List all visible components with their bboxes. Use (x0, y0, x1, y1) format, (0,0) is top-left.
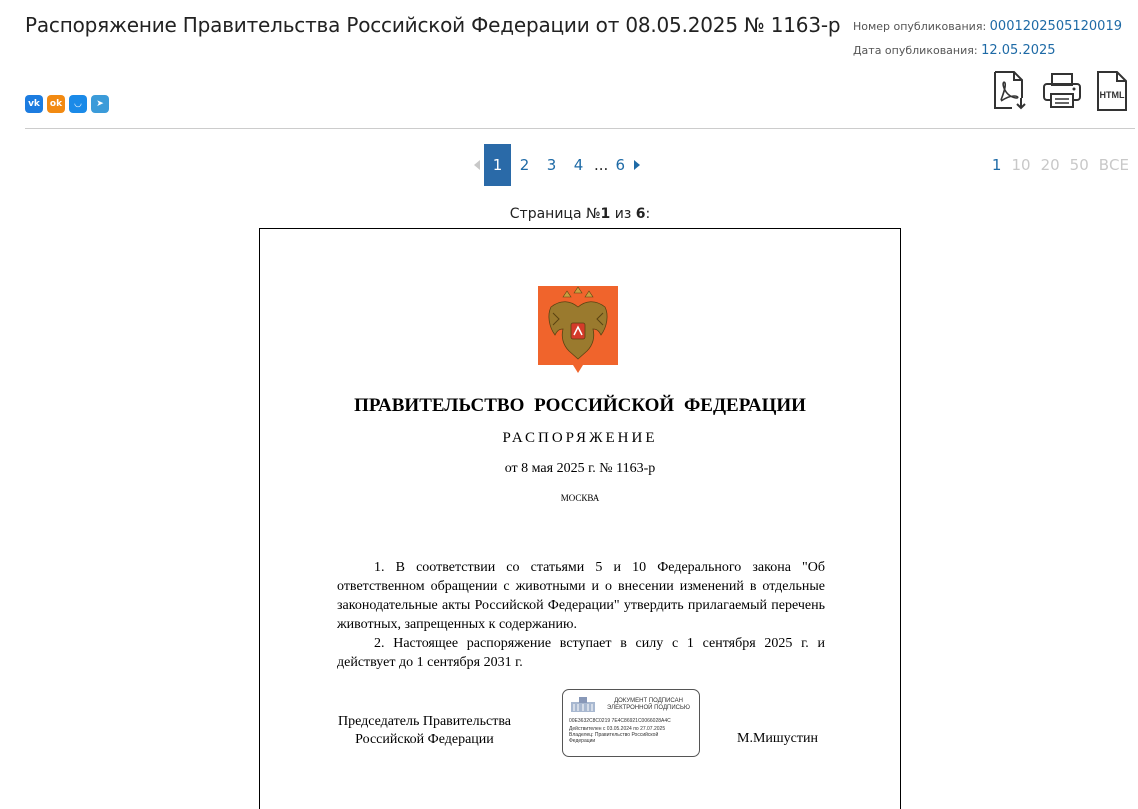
per-page-all[interactable]: ВСЕ (1098, 156, 1129, 174)
pagination (470, 144, 644, 186)
page-counter-total: 6 (635, 206, 646, 222)
pub-number-label: Номер опубликования: (852, 20, 987, 33)
signatory-title-line-2: Российской Федерации (355, 732, 494, 747)
printer-icon[interactable] (1042, 70, 1082, 110)
coat-of-arms-icon (537, 285, 619, 377)
stamp-owner-1: Владелец: Правительство Российской (569, 732, 659, 738)
document-type: РАСПОРЯЖЕНИЕ (502, 430, 658, 446)
page-3[interactable]: 3 (546, 156, 557, 174)
page-6[interactable]: 6 (615, 156, 626, 174)
signatory-title-line-1: Председатель Правительства (338, 714, 511, 729)
stamp-validity: Действителен с 03.05.2024 по 27.07.2025 (569, 726, 666, 732)
page-4[interactable]: 4 (573, 156, 584, 174)
stamp-title-line-2: ЭЛЕКТРОННОЙ ПОДПИСЬЮ (607, 705, 690, 711)
page-counter (0, 206, 1138, 222)
pub-date-label: Дата опубликования: (852, 44, 978, 57)
per-page-selector (992, 156, 1129, 174)
per-page-20[interactable]: 20 (1040, 156, 1060, 174)
html-export-icon[interactable] (1096, 70, 1128, 112)
per-page-50[interactable]: 50 (1069, 156, 1089, 174)
pagination-ellipsis: ... (594, 156, 609, 174)
stamp-title-line-1: ДОКУМЕНТ ПОДПИСАН (614, 698, 683, 704)
government-heading: ПРАВИТЕЛЬСТВО РОССИЙСКОЙ ФЕДЕРАЦИИ (354, 395, 806, 416)
document-tools (992, 70, 1128, 112)
page-2[interactable]: 2 (519, 156, 530, 174)
paragraph-1: 1. В соответствии со статьями 5 и 10 Федерального закона "Об ответственном обращении с животными и о внесении изменений в отдельные законодательные акты Российской Федерации" утвердить прилагаемый перечень животных, запрещенных к содержанию. (337, 560, 825, 632)
paragraph-2: 2. Настоящее распоряжение вступает в силу с 1 сентября 2025 г. и действует до 1 сентября 2031 г. (337, 636, 825, 670)
page-1[interactable]: 1 (484, 144, 511, 186)
pub-number[interactable]: 0001202505120019 (989, 19, 1122, 34)
pub-date[interactable]: 12.05.2025 (981, 43, 1056, 58)
telegram-icon[interactable]: ➤ (91, 95, 109, 113)
vk-icon[interactable]: vk (25, 95, 43, 113)
share-buttons (25, 95, 109, 113)
document-city: МОСКВА (560, 493, 600, 503)
divider (25, 128, 1135, 129)
odnoklassniki-icon[interactable]: ok (47, 95, 65, 113)
pdf-download-icon[interactable] (992, 70, 1028, 110)
government-building-icon (569, 696, 597, 714)
next-page-icon[interactable] (630, 160, 644, 170)
stamp-title (601, 698, 696, 712)
page-counter-suffix: : (645, 206, 651, 222)
page-counter-current: 1 (600, 206, 611, 222)
per-page-10[interactable]: 10 (1011, 156, 1031, 174)
document-number: от 8 мая 2025 г. № 1163-р (504, 461, 656, 476)
stamp-owner-2: Федерации (569, 738, 596, 744)
e-signature-stamp (562, 689, 700, 757)
per-page-1[interactable]: 1 (991, 156, 1002, 174)
document-body (337, 558, 825, 672)
page-counter-prefix: Страница № (509, 206, 601, 222)
signatory-name: М.Мишустин (737, 731, 818, 746)
publication-meta (853, 18, 1122, 66)
signatory-title (338, 713, 511, 749)
html-icon-label: HTML (1099, 90, 1125, 100)
document-page (259, 228, 901, 809)
moimir-icon[interactable]: ◡ (69, 95, 87, 113)
stamp-serial: 00E3632C8C0219 7E4C86921C0066028A4C (569, 718, 671, 724)
page-counter-middle: из (610, 206, 636, 222)
prev-page-icon[interactable] (470, 160, 484, 170)
page-title: Распоряжение Правительства Российской Федерации от 08.05.2025 № 1163-р (25, 13, 841, 37)
